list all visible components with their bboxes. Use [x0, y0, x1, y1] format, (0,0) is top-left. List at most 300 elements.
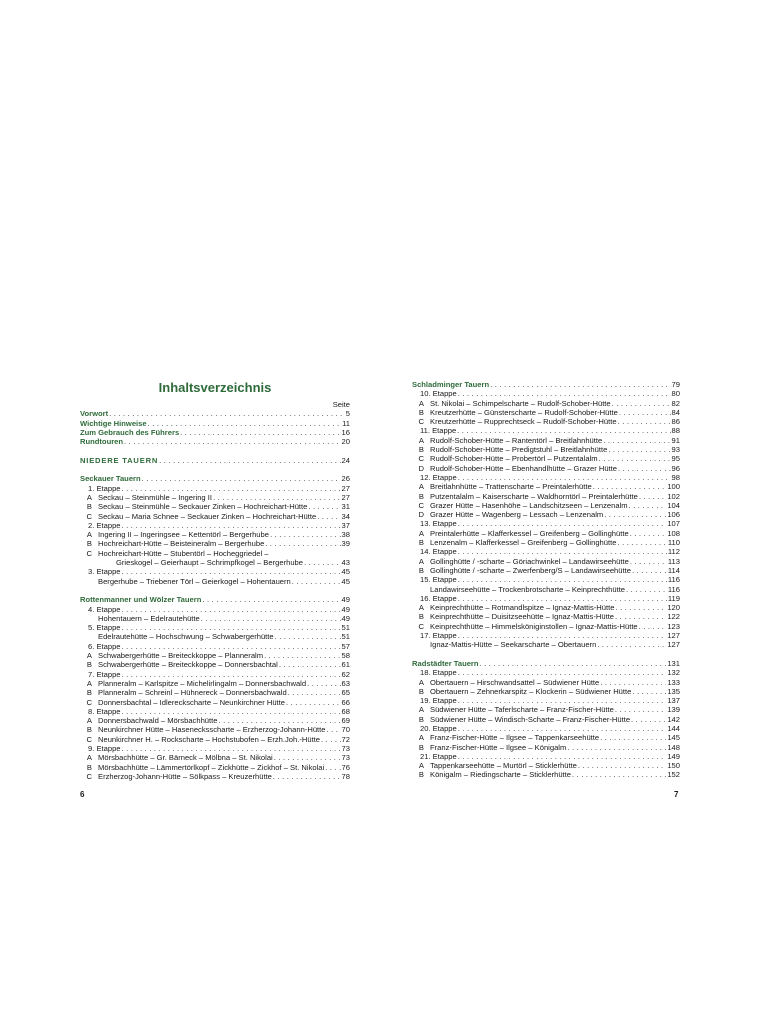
toc-route-entry	[80, 660, 350, 669]
toc-section-heading	[80, 428, 350, 437]
entry-page-number: 58	[341, 651, 350, 661]
toc-section-heading	[412, 380, 680, 389]
leader-dots	[619, 408, 671, 417]
entry-label: Grazer Hütte – Hasenhöhe – Landschitzseen – Lenzenalm	[430, 500, 628, 510]
seite-column-label: Seite	[332, 400, 350, 409]
route-letter: B	[418, 565, 424, 575]
entry-label: Grieskogel – Geierhaupt – Schrimpfkogel – Bergerhube	[116, 558, 303, 568]
leader-dots	[612, 399, 671, 408]
toc-stage-entry	[412, 594, 680, 603]
entry-page-number: 37	[341, 520, 350, 530]
entry-label: 1. Etappe	[88, 483, 121, 493]
route-letter: A	[418, 733, 424, 743]
entry-label: Tappenkarseehütte – Murtörl – Sticklerhütte	[430, 761, 577, 771]
leader-dots	[202, 595, 340, 604]
entry-page-number: 76	[341, 762, 350, 772]
entry-page-number: 62	[341, 669, 350, 679]
entry-label: Radstädter Tauern	[412, 658, 479, 668]
entry-page-number: 142	[667, 714, 680, 724]
entry-page-number: 106	[667, 510, 680, 520]
entry-label: Gollinghütte / -scharte – Zwerfenberg/S – Landawirseehütte	[430, 565, 631, 575]
toc-route-entry	[412, 761, 680, 770]
left-page	[80, 380, 350, 781]
leader-dots	[265, 539, 340, 548]
route-letter: B	[418, 742, 424, 752]
entry-label: Preintalerhütte – Klafferkessel – Greifenberg – Gollinghütte	[430, 528, 629, 538]
entry-label: Königalm – Riedingscharte – Sticklerhütte	[430, 770, 571, 780]
entry-page-number: 34	[341, 511, 350, 521]
toc-route-entry	[80, 539, 350, 548]
leader-dots	[458, 519, 667, 528]
toc-section-heading	[80, 409, 350, 418]
leader-dots	[480, 659, 667, 668]
entry-page-number: 108	[667, 528, 680, 538]
entry-label: Kreutzerhütte – Günsterscharte – Rudolf-Schober-Hütte	[430, 407, 618, 417]
toc-section-heading	[80, 474, 350, 483]
entry-label: Lenzenalm – Klafferkessel – Greifenberg – Gollinghütte	[430, 538, 617, 548]
toc-route-entry	[412, 678, 680, 687]
route-letter: D	[418, 463, 424, 473]
leader-dots	[273, 772, 341, 781]
entry-label: 5. Etappe	[88, 623, 121, 633]
entry-page-number: 116	[667, 575, 680, 585]
toc-route-entry	[80, 651, 350, 660]
leader-dots	[124, 437, 341, 446]
entry-page-number: 51	[341, 632, 350, 642]
entry-page-number: 57	[341, 641, 350, 651]
entry-label: 4. Etappe	[88, 604, 121, 614]
entry-page-number: 79	[671, 380, 680, 389]
toc-stage-entry	[412, 389, 680, 398]
entry-page-number: 107	[667, 519, 680, 529]
entry-label: 18. Etappe	[420, 668, 457, 678]
entry-page-number: 45	[341, 576, 350, 586]
leader-dots	[593, 482, 667, 491]
route-letter: A	[418, 398, 424, 408]
spacer	[80, 465, 350, 474]
entry-page-number: 127	[667, 631, 680, 641]
entry-label: 13. Etappe	[420, 519, 457, 529]
entry-label: 20. Etappe	[420, 723, 457, 733]
toc-stage-entry	[80, 744, 350, 753]
toc-stage-entry	[80, 521, 350, 530]
entry-label: Schwabergerhütte – Breiteckkoppe – Planneralm	[98, 651, 264, 661]
toc-section-heading	[412, 659, 680, 668]
route-letter: C	[86, 771, 92, 781]
leader-dots	[458, 724, 667, 733]
entry-page-number: 84	[671, 407, 680, 417]
entry-label: Neunkirchner Hütte – Hasenecksscharte – Erzherzog-Johann-Hütte	[98, 725, 326, 735]
entry-page-number: 112	[667, 547, 680, 557]
route-letter: C	[86, 511, 92, 521]
leader-dots	[458, 752, 667, 761]
toc-stage-entry	[80, 642, 350, 651]
entry-page-number: 38	[341, 530, 350, 540]
entry-label: Edelrautehütte – Hochschwung – Schwabergerhütte	[98, 632, 274, 642]
entry-label: Seckau – Maria Schnee – Seckauer Zinken – Hochreichart-Hütte	[98, 511, 317, 521]
route-letter: A	[418, 677, 424, 687]
leader-dots	[457, 426, 670, 435]
entry-page-number: 27	[341, 492, 350, 502]
toc-route-entry	[80, 493, 350, 502]
route-letter: A	[86, 651, 92, 661]
entry-label: Seckau – Steinmühle – Ingering II	[98, 492, 212, 502]
toc-stage-entry	[412, 547, 680, 556]
entry-page-number: 72	[341, 734, 350, 744]
entry-page-number: 49	[341, 613, 350, 623]
entry-label: Obertauern – Hirschwandsattel – Südwiener Hütte	[430, 677, 600, 687]
toc-route-entry	[412, 705, 680, 714]
leader-dots	[122, 744, 341, 753]
toc-stage-entry	[412, 631, 680, 640]
toc-stage-entry	[412, 752, 680, 761]
entry-label: 21. Etappe	[420, 751, 457, 761]
entry-page-number: 70	[341, 725, 350, 735]
entry-label: Breitlahnhütte – Trattenscharte – Preintalerhütte	[430, 482, 592, 492]
leader-dots	[567, 743, 666, 752]
entry-label: 3. Etappe	[88, 567, 121, 577]
entry-label: Rudolf-Schober-Hütte – Ebenhandlhütte – Grazer Hütte	[430, 463, 617, 473]
entry-label: Putzentalalm – Kaiserscharte – Waldhorntörl – Preintalerhütte	[430, 491, 638, 501]
toc-stage-entry	[412, 519, 680, 528]
entry-label: 2. Etappe	[88, 520, 121, 530]
route-letter: B	[86, 688, 92, 698]
toc-route-entry	[412, 603, 680, 612]
route-letter: B	[418, 686, 424, 696]
leader-dots	[600, 733, 666, 742]
route-letter: A	[86, 716, 92, 726]
entry-page-number: 135	[667, 686, 680, 696]
leader-dots	[458, 473, 671, 482]
toc-route-entry	[412, 492, 680, 501]
leader-dots	[213, 493, 341, 502]
leader-dots	[603, 436, 670, 445]
route-letter: A	[418, 482, 424, 492]
leader-dots	[639, 492, 667, 501]
route-letter: A	[418, 435, 424, 445]
route-letter: B	[86, 539, 92, 549]
entry-page-number: 51	[341, 623, 350, 633]
leader-dots	[615, 603, 666, 612]
toc-stage-entry	[80, 484, 350, 493]
leader-dots	[458, 547, 667, 556]
entry-label: 12. Etappe	[420, 472, 457, 482]
toc-route-entry	[412, 501, 680, 510]
entry-page-number: 39	[341, 539, 350, 549]
entry-page-number: 69	[341, 716, 350, 726]
route-letter: B	[86, 502, 92, 512]
entry-label: Ignaz-Mattis-Hütte – Seekarscharte – Obertauern	[430, 640, 597, 650]
entry-page-number: 78	[341, 771, 350, 781]
toc-route-entry	[412, 557, 680, 566]
toc-route-entry	[80, 549, 350, 558]
entry-page-number: 16	[341, 427, 350, 437]
leader-dots	[321, 735, 341, 744]
leader-dots	[122, 567, 341, 576]
entry-label: Keinprechthütte – Himmelsköniginstollen – Ignaz-Mattis-Hütte	[430, 621, 638, 631]
leader-dots	[629, 501, 667, 510]
entry-label: Rudolf-Schober-Hütte – Predigtstuhl – Breitlahnhütte	[430, 445, 608, 455]
leader-dots	[615, 705, 666, 714]
entry-page-number: 68	[341, 706, 350, 716]
toc-route-entry	[80, 716, 350, 725]
toc-section-heading	[80, 419, 350, 428]
entry-label: Südwiener Hütte – Taferlscharte – Franz-Fischer-Hütte	[430, 705, 614, 715]
entry-page-number: 119	[667, 593, 680, 603]
toc-section-heading	[80, 456, 350, 465]
entry-page-number: 127	[667, 640, 680, 650]
spacer	[80, 446, 350, 455]
toc-route-entry	[412, 482, 680, 491]
toc-section-heading	[80, 595, 350, 604]
entry-label: Landawirseehütte – Trockenbrotscharte – Keinprechthütte	[430, 584, 626, 594]
spacer	[412, 650, 680, 659]
toc-route-entry	[80, 530, 350, 539]
leader-dots	[617, 538, 666, 547]
entry-label: Mörsbachhütte – Lämmertörlkopf – Zickhütte – Zickhof – St. Nikolai	[98, 762, 325, 772]
leader-dots	[218, 716, 340, 725]
toc-route-entry	[80, 753, 350, 762]
entry-label: Franz-Fischer-Hütte – Ilgsee – Tappenkarseehütte	[430, 733, 600, 743]
leader-dots	[632, 687, 666, 696]
entry-label: 9. Etappe	[88, 743, 121, 753]
entry-page-number: 24	[341, 455, 350, 465]
leader-dots	[159, 456, 340, 465]
entry-label: 7. Etappe	[88, 669, 121, 679]
toc-route-entry	[412, 585, 680, 594]
route-letter: C	[86, 697, 92, 707]
route-letter: B	[418, 770, 424, 780]
leader-dots	[572, 770, 666, 779]
entry-page-number: 145	[667, 733, 680, 743]
route-letter: B	[418, 407, 424, 417]
leader-dots	[201, 614, 341, 623]
leader-dots	[264, 651, 340, 660]
entry-label: Seckauer Tauern	[80, 474, 141, 484]
toc-route-entry	[412, 566, 680, 575]
leader-dots	[142, 474, 341, 483]
page-number-left: 6	[80, 790, 85, 799]
entry-label: Schladminger Tauern	[412, 380, 490, 389]
toc-stage-entry	[80, 623, 350, 632]
entry-label: Franz-Fischer-Hütte – Ilgsee – Königalm	[430, 742, 567, 752]
leader-dots	[308, 502, 340, 511]
entry-page-number: 96	[671, 463, 680, 473]
entry-page-number: 5	[345, 409, 350, 419]
toc-route-entry	[412, 622, 680, 631]
entry-page-number: 98	[671, 472, 680, 482]
entry-label: Südwiener Hütte – Windisch-Scharte – Franz-Fischer-Hütte	[430, 714, 631, 724]
entry-label: Vorwort	[80, 409, 109, 419]
route-letter: D	[418, 510, 424, 520]
entry-page-number: 73	[341, 753, 350, 763]
entry-page-number: 113	[667, 556, 680, 566]
leader-dots	[122, 484, 341, 493]
toc-route-entry	[412, 640, 680, 649]
entry-label: Neunkirchner H. – Rockscharte – Hochstubofen – Erzh.Joh.-Hütte	[98, 734, 321, 744]
toc-route-entry	[80, 502, 350, 511]
leader-dots	[458, 575, 667, 584]
entry-label: Hochreichart-Hütte – Beisteineralm – Bergerhube	[98, 539, 265, 549]
entry-page-number: 73	[341, 743, 350, 753]
entry-label: 6. Etappe	[88, 641, 121, 651]
leader-dots	[317, 512, 340, 521]
entry-page-number: 110	[667, 538, 680, 548]
leader-dots	[639, 622, 667, 631]
left-toc-list	[80, 409, 350, 781]
toc-route-entry	[412, 464, 680, 473]
toc-route-entry	[80, 772, 350, 781]
entry-label: Planneralm – Karlspitze – Michelirlingalm – Donnersbachwald	[98, 678, 307, 688]
leader-dots	[148, 419, 342, 428]
leader-dots	[279, 660, 341, 669]
spacer	[80, 586, 350, 595]
leader-dots	[597, 640, 666, 649]
leader-dots	[604, 510, 666, 519]
leader-dots	[615, 612, 666, 621]
entry-label: 15. Etappe	[420, 575, 457, 585]
entry-label: Hochreichart-Hütte – Stubentörl – Hocheggriedel –	[98, 548, 269, 558]
entry-page-number: 61	[341, 660, 350, 670]
leader-dots	[632, 566, 667, 575]
entry-label: Rudolf-Schober-Hütte – Probertörl – Putzentalalm	[430, 454, 598, 464]
entry-label: Grazer Hütte – Wagenberg – Lessach – Lenzenalm	[430, 510, 604, 520]
leader-dots	[600, 678, 666, 687]
entry-page-number: 86	[671, 417, 680, 427]
toc-route-entry	[412, 612, 680, 621]
entry-label: Erzherzog-Johann-Hütte – Sölkpass – Kreuzerhütte	[98, 771, 272, 781]
toc-stage-entry	[80, 567, 350, 576]
entry-page-number: 93	[671, 445, 680, 455]
toc-route-entry	[80, 679, 350, 688]
toc-route-entry	[412, 733, 680, 742]
entry-page-number: 104	[667, 500, 680, 510]
entry-page-number: 63	[341, 678, 350, 688]
toc-stage-entry	[80, 605, 350, 614]
right-toc-list	[412, 380, 680, 780]
route-letter: B	[86, 762, 92, 772]
entry-label: St. Nikolai – Schimpelscharte – Rudolf-Schober-Hütte	[430, 398, 611, 408]
route-letter: A	[86, 678, 92, 688]
leader-dots	[122, 623, 341, 632]
route-letter: A	[418, 528, 424, 538]
entry-label: Schwabergerhütte – Breiteckkoppe – Donnersbachtal	[98, 660, 278, 670]
entry-label: Kreutzerhütte – Rupprechtseck – Rudolf-Schober-Hütte	[430, 417, 617, 427]
route-letter: B	[418, 491, 424, 501]
entry-page-number: 149	[667, 751, 680, 761]
leader-dots	[180, 428, 340, 437]
route-letter: A	[86, 753, 92, 763]
leader-dots	[458, 389, 671, 398]
entry-page-number: 95	[671, 454, 680, 464]
route-letter: C	[418, 417, 424, 427]
entry-label: 19. Etappe	[420, 696, 457, 706]
route-letter: B	[418, 445, 424, 455]
entry-label: 10. Etappe	[420, 389, 457, 399]
entry-page-number: 65	[341, 688, 350, 698]
toc-route-entry	[412, 770, 680, 779]
route-letter: A	[418, 705, 424, 715]
leader-dots	[122, 670, 341, 679]
toc-route-entry	[412, 408, 680, 417]
entry-page-number: 116	[667, 584, 680, 594]
leader-dots	[599, 454, 671, 463]
toc-route-entry	[412, 715, 680, 724]
leader-dots	[122, 521, 341, 530]
route-letter: B	[86, 725, 92, 735]
toc-route-entry	[412, 417, 680, 426]
entry-label: Donnersbachtal – Idlereckscharte – Neunkirchner Hütte	[98, 697, 285, 707]
entry-page-number: 31	[341, 502, 350, 512]
route-letter: B	[418, 612, 424, 622]
toc-section-heading	[80, 437, 350, 446]
leader-dots	[122, 642, 341, 651]
toc-route-entry	[412, 538, 680, 547]
entry-label: Donnersbachwald – Mörsbachhütte	[98, 716, 218, 726]
entry-label: Mörsbachhütte – Gr. Bärneck – Mölbna – St. Nikolai	[98, 753, 273, 763]
leader-dots	[458, 696, 667, 705]
toc-route-entry	[80, 614, 350, 623]
route-letter: A	[86, 492, 92, 502]
leader-dots	[122, 605, 341, 614]
toc-route-entry	[80, 763, 350, 772]
leader-dots	[307, 679, 340, 688]
entry-page-number: 102	[667, 491, 680, 501]
toc-route-continuation	[80, 558, 350, 567]
route-letter: A	[418, 556, 424, 566]
leader-dots	[618, 464, 671, 473]
entry-label: Bergerhube – Triebener Törl – Geierkogel – Hohentauern	[98, 576, 291, 586]
route-letter: C	[418, 454, 424, 464]
toc-route-entry	[80, 577, 350, 586]
entry-page-number: 20	[341, 437, 350, 447]
leader-dots	[274, 753, 341, 762]
entry-label: Obertauern – Zehnerkarspitz – Klockerin – Südwiener Hütte	[430, 686, 632, 696]
toc-title: Inhaltsverzeichnis	[158, 380, 272, 395]
entry-label: 8. Etappe	[88, 706, 121, 716]
entry-label: 16. Etappe	[420, 593, 457, 603]
entry-page-number: 43	[341, 558, 350, 568]
leader-dots	[286, 698, 341, 707]
leader-dots	[109, 409, 345, 418]
leader-dots	[630, 529, 667, 538]
entry-page-number: 88	[671, 426, 680, 436]
toc-route-entry	[412, 436, 680, 445]
leader-dots	[458, 594, 667, 603]
entry-page-number: 11	[342, 418, 350, 428]
toc-stage-entry	[412, 696, 680, 705]
leader-dots	[618, 417, 671, 426]
leader-dots	[608, 445, 670, 454]
leader-dots	[122, 707, 341, 716]
entry-page-number: 91	[671, 435, 680, 445]
toc-stage-entry	[412, 473, 680, 482]
leader-dots	[458, 668, 667, 677]
leader-dots	[458, 631, 667, 640]
entry-label: Rottenmanner und Wölzer Tauern	[80, 595, 202, 605]
toc-route-entry	[412, 743, 680, 752]
toc-route-entry	[80, 735, 350, 744]
entry-page-number: 82	[671, 398, 680, 408]
toc-stage-entry	[412, 575, 680, 584]
leader-dots	[631, 715, 666, 724]
entry-page-number: 66	[341, 697, 350, 707]
entry-page-number: 120	[667, 603, 680, 613]
leader-dots	[325, 763, 340, 772]
entry-page-number: 131	[667, 658, 680, 668]
entry-page-number: 150	[667, 761, 680, 771]
toc-route-entry	[412, 529, 680, 538]
